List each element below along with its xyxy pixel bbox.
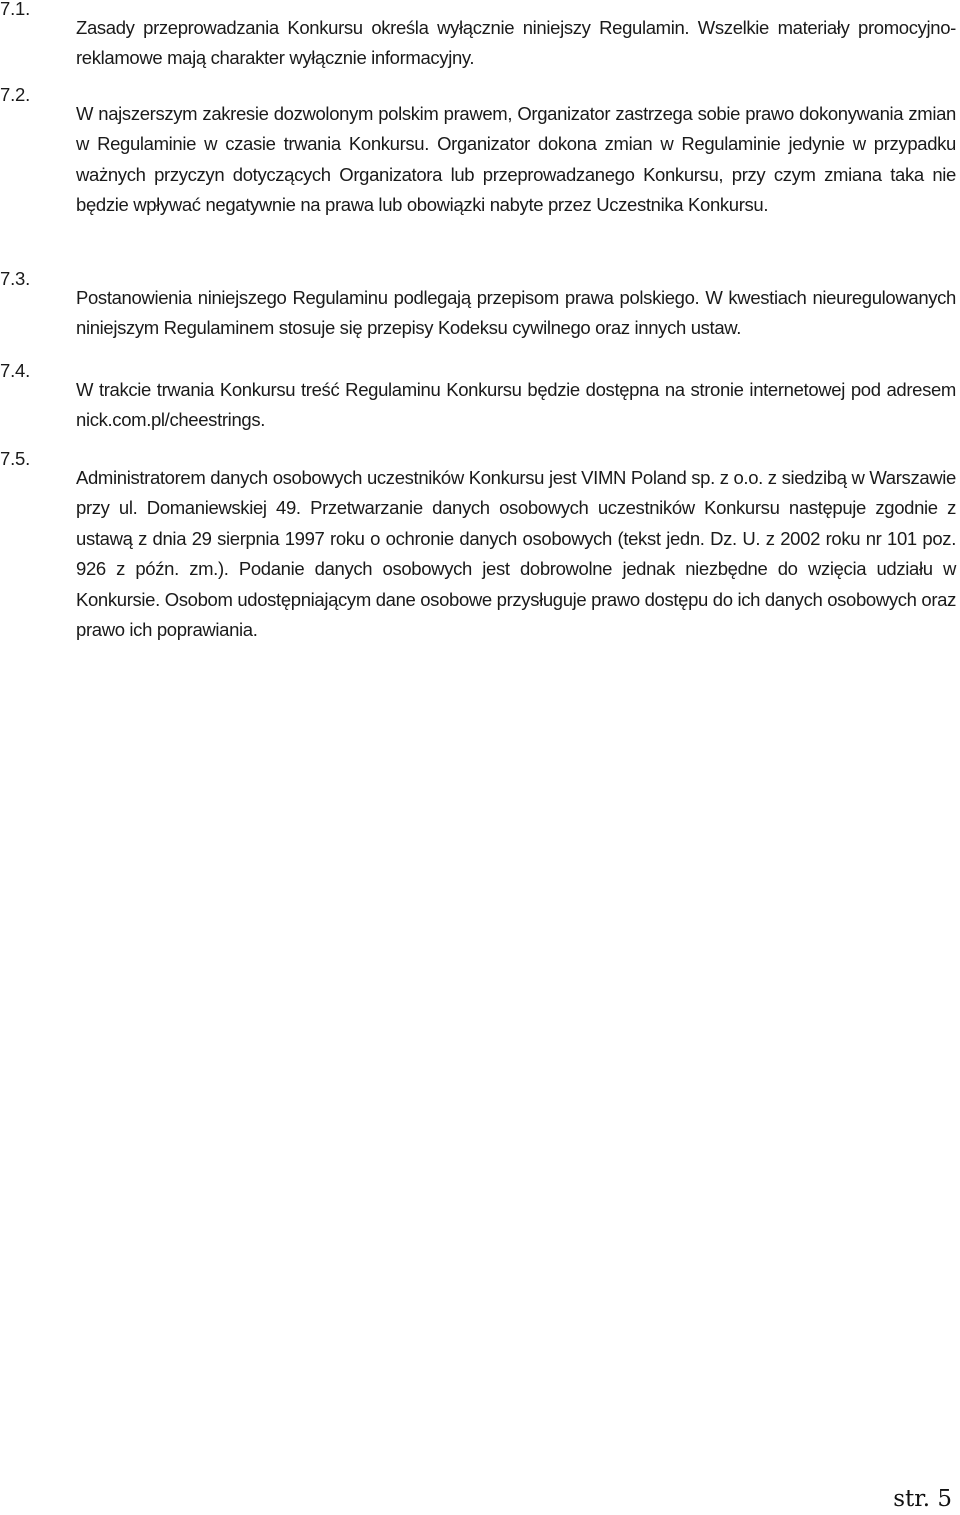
clause-7-4 (0, 356, 956, 454)
clause-7-5 (0, 444, 956, 664)
clause-text: Administratorem danych osobowych uczestników Konkursu jest VIMN Poland sp. z o.o. z siedzibą w Warszawie przy ul. Domaniewskiej 49. Przetwarzanie danych osobowych uczestników Konkursu następuje zgodnie z ustawą z dnia 29 sierpnia 1997 roku o ochronie danych osobowych (tekst jedn. Dz. U. z 2002 roku nr 101 poz. 926 z późn. zm.). Podanie danych osobowych jest dobrowolne jednak niezbędne do wzięcia udziału w Konkursie. Osobom udostępniającym dane osobowe przysługuje prawo dostępu do ich danych osobowych oraz prawo ich poprawiania. (76, 466, 956, 640)
clause-number: 7.2. (0, 84, 31, 105)
clause-text: Postanowienia niniejszego Regulaminu podlegają przepisom prawa polskiego. W kwestiach nieuregulowanych niniejszym Regulaminem stosuje się przepisy Kodeksu cywilnego oraz innych ustaw. (76, 286, 956, 338)
clause-number: 7.3. (0, 268, 31, 289)
clause-number: 7.1. (0, 0, 31, 19)
clause-7-1 (0, 0, 956, 92)
clause-7-2 (0, 80, 956, 239)
clause-7-3 (0, 264, 956, 362)
clause-text: Zasady przeprowadzania Konkursu określa wyłącznie niniejszy Regulamin. Wszelkie materiały promocyjno-reklamowe mają charakter wyłącznie informacyjny. (76, 16, 956, 68)
clause-number: 7.4. (0, 360, 31, 381)
clause-text: W trakcie trwania Konkursu treść Regulaminu Konkursu będzie dostępna na stronie internetowej pod adresem nick.com.pl/cheestrings. (76, 378, 956, 430)
clause-text: W najszerszym zakresie dozwolonym polskim prawem, Organizator zastrzega sobie prawo dokonywania zmian w Regulaminie w czasie trwania Konkursu. Organizator dokona zmian w Regulaminie jedynie w przypadku ważnych przyczyn dotyczących Organizatora lub przeprowadzanego Konkursu, przy czym zmiana taka nie będzie wpływać negatywnie na prawa lub obowiązki nabyte przez Uczestnika Konkursu. (76, 102, 956, 215)
clause-number: 7.5. (0, 448, 31, 469)
page-number: str. 5 (893, 1486, 952, 1512)
